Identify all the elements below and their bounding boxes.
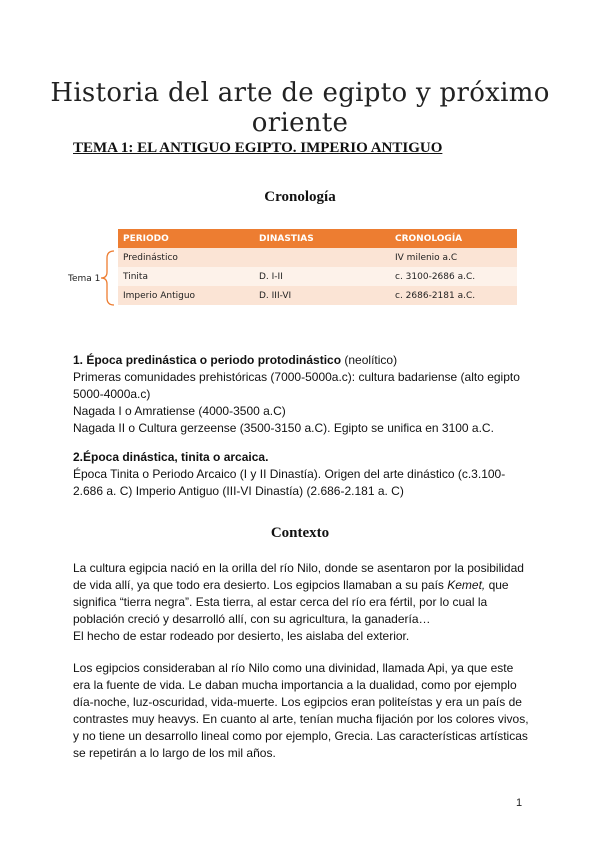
contexto-p1 [73,560,533,628]
column-header: PERIODO [118,229,254,248]
epoca2-heading: 2.Época dinástica, tinita o arcaica. [73,450,269,464]
contexto-p2: Los egipcios consideraban al río Nilo como una divinidad, llamada Api, ya que este era la fuente de vida. Le daban mucha importancia a la dualidad, como por ejemplo día-noche, luz-oscuridad, vida-muerte. Los egipcios eran politeístas y era un país de contrastes muy heavys. En cuanto al arte, tenían mucha fijación por los colores vivos, y no tiene un desarrollo lineal como por ejemplo, Grecia. Las características artísticas se repetirán a lo largo de los mil años. [73,661,529,760]
table-cell: D. I-II [254,267,390,286]
contexto-p1-b: que significa “tierra negra”. Esta tierra, al estar cerca del río era fértil, por lo cual la población creció y desarrolló allí, con su agricultura, la ganadería… [73,578,509,626]
table-cell: Predinástico [118,248,254,267]
column-header: DINASTIAS [254,229,390,248]
table-cell: Tinita [118,267,254,286]
table-cell: D. III-VI [254,286,390,305]
epoca1-line: Primeras comunidades prehistóricas (7000-5000a.c): cultura badariense (alto egipto 5000-4000a.c) [73,370,520,401]
table-cell: IV milenio a.C [390,248,517,267]
epoca1-heading-bold: 1. Época predinástica o periodo protodinástico [73,353,342,367]
contexto-heading: Contexto [270,525,330,541]
kemet-term: Kemet, [447,578,486,592]
epoca2-text: Época Tinita o Periodo Arcaico (I y II Dinastía). Origen del arte dinástico (c.3.100-2.686 a. C) Imperio Antiguo (III-VI Dinastía) (2.686-2.181 a. C) [73,467,506,498]
contexto-p1-a: La cultura egipcia nació en la orilla del río Nilo, donde se asentaron por la posibilidad de vida allí, ya que todo era desierto. Los egipcios llamaban a su país [73,561,524,592]
epoca1-heading-rest: (neolítico) [341,353,398,367]
cronologia-heading: Cronología [264,189,336,205]
tema-title: TEMA 1: EL ANTIGUO EGIPTO. IMPERIO ANTIGUO [73,140,443,156]
tema-label: Tema 1 [68,274,101,284]
epoca1-heading [73,352,533,369]
table-cell: Imperio Antiguo [118,286,254,305]
column-header: CRONOLOGÍA [390,229,517,248]
epoca1-line: Nagada II o Cultura gerzeense (3500-3150 a.C). Egipto se unifica en 3100 a.C. [73,421,494,435]
page-title: Historia del arte de egipto y próximo oriente [50,78,550,138]
contexto-paragraph-1 [73,560,533,645]
table-cell: c. 2686-2181 a.C. [390,286,517,305]
page-number: 1 [516,797,523,809]
table-cell [254,248,390,267]
table-header-row [118,229,517,248]
epoca-predinastica-section [73,352,533,437]
table-row [118,267,517,286]
chronology-table [118,229,517,305]
contexto-paragraph-2 [73,660,533,762]
contexto-p1-c: El hecho de estar rodeado por desierto, les aislaba del exterior. [73,629,410,643]
brace-icon [100,250,116,306]
table-row [118,248,517,267]
epoca-dinastica-section [73,449,533,500]
table-cell: c. 3100-2686 a.C. [390,267,517,286]
table-row [118,286,517,305]
epoca1-line: Nagada I o Amratiense (4000-3500 a.C) [73,404,286,418]
